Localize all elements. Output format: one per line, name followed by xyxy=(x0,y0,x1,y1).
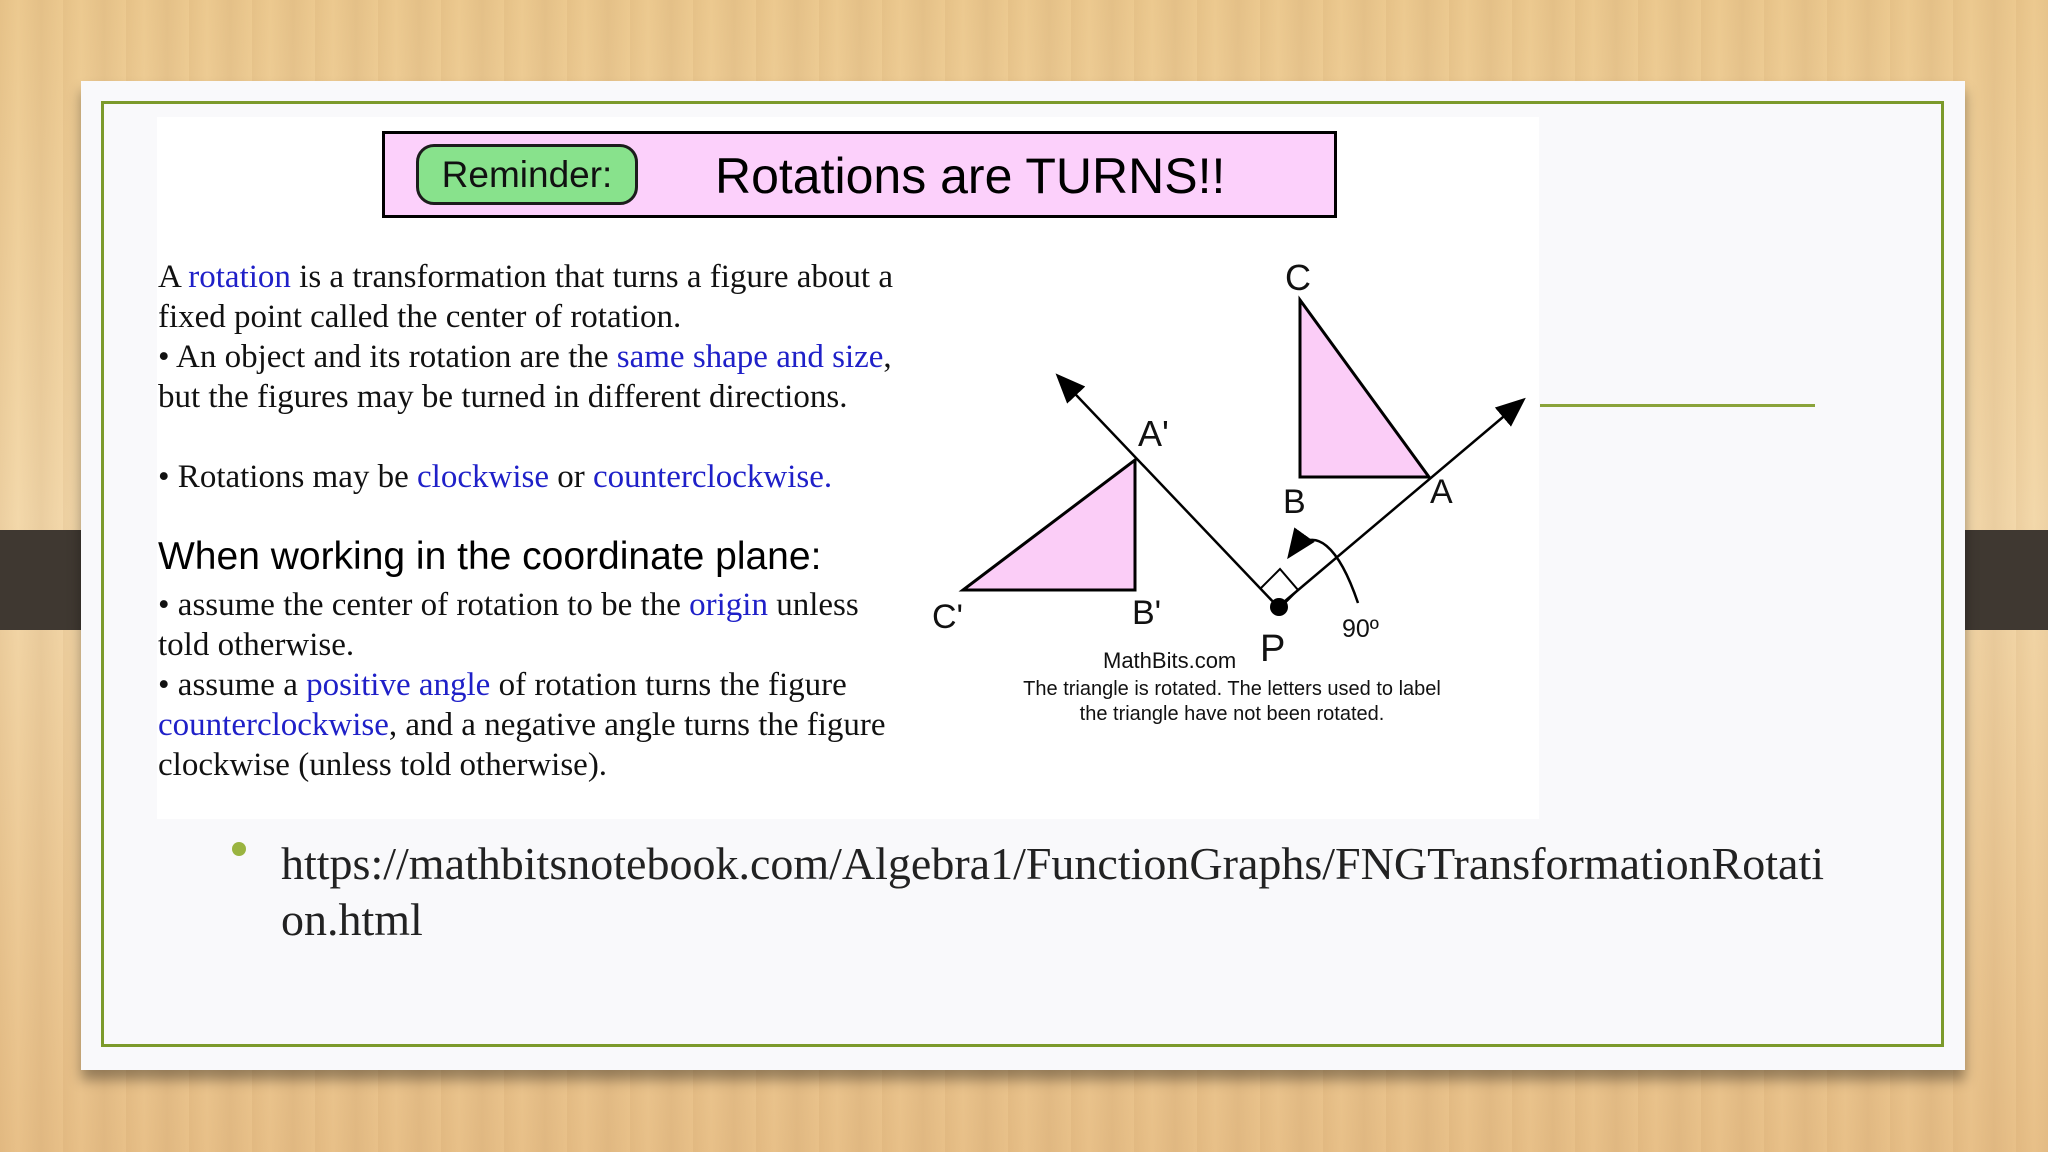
rotated-triangle xyxy=(963,460,1135,590)
rotation-definition: A rotation is a transformation that turns a figure about a fixed point called the center of rotation. xyxy=(158,259,893,335)
reminder-badge: Reminder: xyxy=(416,144,638,205)
direction-bullet: • Rotations may be clockwise or counterclockwise. xyxy=(158,459,833,495)
clockwise-link[interactable]: clockwise xyxy=(417,459,549,495)
original-triangle xyxy=(1300,300,1429,477)
same-shape-link[interactable]: same shape and size xyxy=(616,339,884,375)
reminder-banner xyxy=(382,131,1337,218)
source-url[interactable]: https://mathbitsnotebook.com/Algebra1/FunctionGraphs/FNGTransformationRotation.html xyxy=(281,838,1825,945)
counterclockwise-link[interactable]: counterclockwise. xyxy=(592,459,833,495)
credit-text: MathBits.com xyxy=(1103,648,1237,673)
rotation-diagram xyxy=(920,250,1540,740)
banner-title: Rotations are TURNS!! xyxy=(715,148,1226,204)
label-angle: 90º xyxy=(1342,615,1379,643)
bullet-dot xyxy=(232,842,246,856)
positive-angle-link[interactable]: positive angle xyxy=(306,667,491,703)
label-c-prime: C' xyxy=(932,598,964,636)
caption-line-1: The triangle is rotated. The letters used to label xyxy=(1023,678,1441,700)
same-shape-bullet: • An object and its rotation are the same shape and size, but the figures may be turned in different directions. xyxy=(158,339,892,415)
origin-link[interactable]: origin xyxy=(689,587,768,623)
angle-bullet: • assume a positive angle of rotation turns the figure counterclockwise, and a negative angle turns the figure clockwise (unless told otherwise). xyxy=(158,667,886,783)
label-b-prime: B' xyxy=(1132,594,1162,632)
label-c: C xyxy=(1285,257,1311,298)
origin-bullet: • assume the center of rotation to be the origin unless told otherwise. xyxy=(158,587,859,663)
label-b: B xyxy=(1283,483,1306,521)
coordinate-heading: When working in the coordinate plane: xyxy=(158,535,822,578)
center-point-p xyxy=(1270,598,1288,616)
rotation-link[interactable]: rotation xyxy=(188,259,291,295)
caption-line-2: the triangle have not been rotated. xyxy=(1079,703,1385,725)
label-p: P xyxy=(1260,628,1286,670)
label-a-prime: A' xyxy=(1138,413,1169,454)
accent-line xyxy=(1540,404,1815,407)
label-a: A xyxy=(1430,473,1453,511)
counterclockwise-link-2[interactable]: counterclockwise xyxy=(158,707,389,743)
